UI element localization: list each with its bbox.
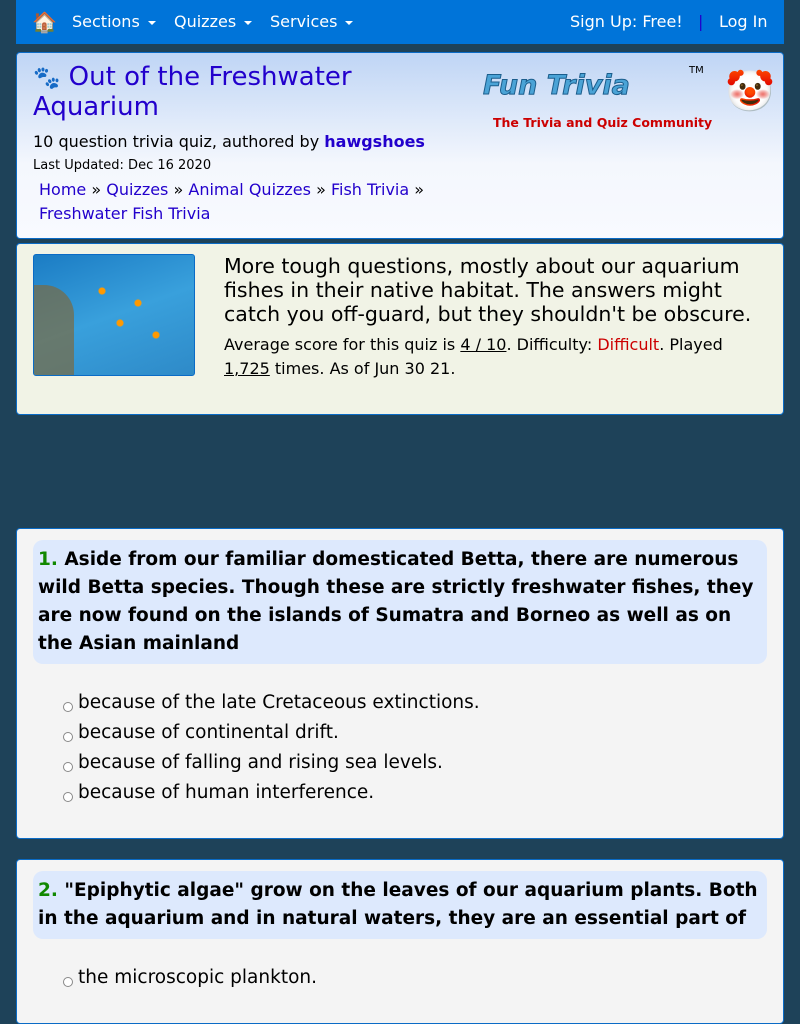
breadcrumb-fish-trivia[interactable]: Fish Trivia [330,180,410,199]
page-title [33,63,453,122]
question-body: "Epiphytic algae" grow on the leaves of our aquarium plants. Both in the aquarium and in natural waters, they are an essential part of [38,880,758,929]
played-count: 1,725 [224,359,270,378]
quiz-stats [224,333,767,381]
quiz-description: More tough questions, mostly about our aquarium fishes in their native habitat. The answers might catch you off-guard, but they shouldn't be obscure. [224,254,752,326]
breadcrumb-sep: » [414,180,425,199]
sections-menu[interactable] [72,12,156,31]
answer-option[interactable] [63,688,767,718]
option-label: because of continental drift. [78,722,339,743]
option-label: the microscopic plankton. [78,967,317,988]
option-label: because of falling and rising sea levels. [78,752,443,773]
answer-options [33,688,767,808]
caret-down-icon [148,21,156,25]
paw-icon: 🐾 [33,66,61,91]
question-text [33,540,767,664]
author-link[interactable]: hawgshoes [324,132,425,151]
radio-button[interactable] [63,732,73,742]
breadcrumb [33,178,453,226]
radio-button[interactable] [63,792,73,802]
quizzes-menu[interactable] [174,12,252,31]
logo-tagline: The Trivia and Quiz Community [493,115,713,130]
stats-text: . Played [659,335,723,354]
quizzes-label: Quizzes [174,12,237,31]
quiz-header [16,52,784,239]
funtrivia-logo[interactable] [479,63,775,143]
top-nav [16,0,784,44]
radio-button[interactable] [63,702,73,712]
answer-option[interactable] [63,778,767,808]
breadcrumb-sep: » [91,180,102,199]
last-updated: Last Updated: Dec 16 2020 [33,158,212,173]
breadcrumb-home[interactable]: Home [39,180,87,199]
caret-down-icon [244,21,252,25]
question-body: Aside from our familiar domesticated Betta, there are numerous wild Betta species. Though these are strictly freshwater fishes, they are now found on the islands of Sumatra and Borneo as well as on the Asian mainland [38,549,754,654]
stats-text: . Difficulty: [506,335,593,354]
login-link[interactable]: Log In [719,12,768,31]
caret-down-icon [345,21,353,25]
header-info [33,63,453,226]
option-label: because of human interference. [78,782,375,803]
question-number: 2. [38,880,58,901]
answer-option[interactable] [63,748,767,778]
signup-link[interactable]: Sign Up: Free! [570,12,683,31]
title-text: Out of the Freshwater Aquarium [33,62,352,122]
answer-option[interactable] [63,963,767,993]
stats-text: Average score for this quiz is [224,335,456,354]
question-text [33,871,767,939]
jester-icon: 🤡 [725,69,775,115]
option-label: because of the late Cretaceous extinctions. [78,692,480,713]
nav-separator: | [698,12,704,31]
breadcrumb-freshwater-fish-trivia[interactable]: Freshwater Fish Trivia [39,204,211,223]
aquarium-image [33,254,195,376]
answer-option[interactable] [63,718,767,748]
answer-options [33,963,767,993]
question-card [16,859,784,1024]
byline [33,132,453,152]
breadcrumb-animal-quizzes[interactable]: Animal Quizzes [188,180,311,199]
logo-tm: TM [689,65,704,76]
logo-name: Fun Trivia [483,70,630,101]
question-number: 1. [38,549,58,570]
question-card [16,528,784,839]
services-label: Services [270,12,338,31]
services-menu[interactable] [270,12,353,31]
breadcrumb-quizzes[interactable]: Quizzes [106,180,169,199]
radio-button[interactable] [63,762,73,772]
breadcrumb-sep: » [316,180,326,199]
byline-text: 10 question trivia quiz, authored by [33,132,320,151]
breadcrumb-sep: » [173,180,184,199]
difficulty: Difficult [597,335,660,354]
average-score: 4 / 10 [460,335,507,354]
stats-text: times. As of Jun 30 21. [274,359,456,378]
radio-button[interactable] [63,977,73,987]
quiz-intro [16,243,784,415]
home-icon[interactable]: 🏠 [32,10,57,34]
sections-label: Sections [72,12,140,31]
